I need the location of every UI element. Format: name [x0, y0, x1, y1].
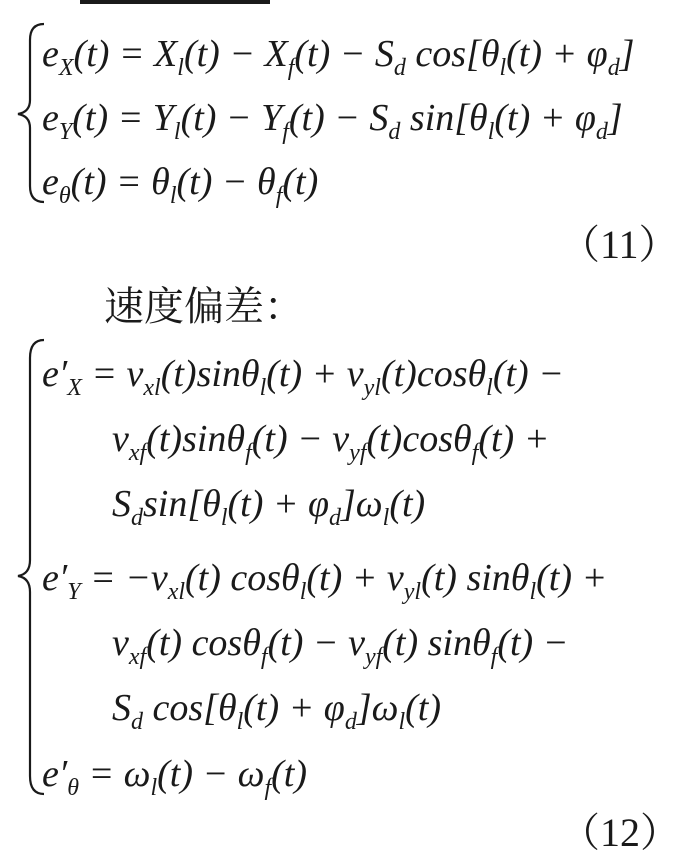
equation_12-line-5-term: (t) −	[497, 622, 569, 664]
equation_11-line-2-subscript: d	[595, 119, 608, 145]
equation_12-line-1-term: e′	[42, 353, 68, 395]
equation_11-line-2-term: ]	[607, 97, 623, 139]
equation_12-line-1	[42, 353, 564, 401]
equation_11-line-1-term: cos[θ	[405, 33, 500, 75]
left-brace-eq12	[18, 340, 44, 794]
equation_12-line-3-subscript: d	[329, 505, 342, 531]
equation_12-line-4-subscript: yl	[403, 579, 422, 605]
equation_12-line-6-subscript: d	[344, 709, 357, 735]
equation_12-line-4-subscript: l	[299, 579, 307, 605]
equation_11-line-2-term: (t) − S	[288, 97, 389, 139]
equation_12-line-7-subscript: l	[150, 775, 158, 801]
equation_12-line-6	[112, 687, 441, 735]
equation_11-line-2-term: (t) − Y	[180, 97, 283, 139]
equation_11-line-1-subscript: d	[607, 55, 620, 81]
equation_11-line-2-term: (t) + φ	[494, 97, 596, 139]
equation-12-system	[42, 353, 607, 801]
equation_12-line-6-term: S	[112, 687, 131, 729]
equation_12-line-1-subscript: yl	[363, 375, 381, 401]
equation_12-line-2-term: (t) +	[478, 418, 550, 460]
equation_12-line-4-term: (t) + v	[306, 557, 404, 599]
equation_11-line-2-subscript: l	[173, 119, 181, 145]
equation_12-line-6-subscript: d	[131, 709, 143, 735]
equation_11-line-2-subscript: d	[388, 119, 401, 145]
equation-11-system	[42, 33, 634, 209]
equation_12-line-3	[112, 483, 425, 531]
equation_12-line-4-term: e′	[42, 557, 68, 599]
equation_11-line-2-term: (t) = Y	[72, 97, 174, 139]
equation-number-11: （11）	[560, 222, 679, 267]
equation_11-line-2-term: sin[θ	[400, 97, 488, 139]
equation_12-line-3-subscript: d	[131, 505, 143, 531]
equation_12-line-1-subscript: l	[486, 375, 493, 401]
equation_12-line-3-subscript: l	[382, 505, 390, 531]
equation_11-line-1-subscript: f	[287, 55, 295, 81]
equation_12-line-7	[42, 753, 307, 801]
equation_12-line-7-term: (t)	[271, 753, 308, 795]
equation_12-line-3-term: S	[112, 483, 131, 525]
equation_11-line-1-subscript: d	[393, 55, 406, 81]
equation_12-line-6-term: ]ω	[356, 687, 399, 729]
equation_12-line-1-subscript: l	[259, 375, 267, 401]
equation_12-line-3-term: ]ω	[341, 483, 383, 525]
equation_12-line-2-subscript: xf	[128, 440, 147, 466]
equation_12-line-1-term: (t)sinθ	[160, 353, 260, 395]
equation_12-line-1-subscript: X	[67, 375, 82, 401]
equation_12-line-6-term: cos[θ	[143, 687, 237, 729]
equation_11-line-1-term: (t) = X	[73, 33, 178, 75]
equation_12-line-3-term: sin[θ	[143, 483, 221, 525]
equation_11-line-2-subscript: Y	[58, 119, 73, 145]
cut-off-text-top	[80, 0, 270, 4]
equation_11-line-1-term: ]	[619, 33, 635, 75]
equation_11-line-3	[42, 161, 318, 209]
equation_11-line-3-subscript: f	[275, 183, 283, 209]
equation_11-line-3-term: (t) − θ	[176, 161, 276, 203]
equation_12-line-3-term: (t)	[389, 483, 426, 525]
equation_12-line-7-subscript: f	[264, 775, 272, 801]
left-brace-eq11	[18, 24, 44, 202]
equation_12-line-7-term: = ω	[78, 753, 151, 795]
equation_12-line-2-term: (t)cosθ	[366, 418, 472, 460]
equation_11-line-2-subscript: l	[487, 119, 495, 145]
equation_11-line-2-subscript: f	[282, 119, 289, 145]
equation_12-line-5-subscript: yf	[364, 644, 383, 670]
equation_11-line-2-term: e	[42, 97, 59, 139]
equation_12-line-2-term: v	[112, 418, 129, 460]
equation_11-line-1-term: (t) − S	[294, 33, 394, 75]
equation_11-line-1-term: (t) + φ	[506, 33, 608, 75]
section-label-velocity-error: 速度偏差：	[104, 284, 304, 330]
equation_12-line-2	[112, 418, 549, 466]
equation_12-line-4-subscript: xl	[167, 579, 186, 605]
equation_12-line-1-term: (t) + v	[266, 353, 364, 395]
equation_11-line-3-subscript: l	[169, 183, 177, 209]
equation_12-line-4-subscript: l	[529, 579, 537, 605]
equation_11-line-3-term: (t) = θ	[70, 161, 170, 203]
equation_12-line-1-subscript: xl	[143, 375, 161, 401]
equation_12-line-6-term: (t)	[405, 687, 441, 729]
equation-number-12: （12）	[560, 810, 680, 855]
equation_12-line-6-term: (t) + φ	[243, 687, 345, 729]
equation_12-line-2-subscript: f	[471, 440, 479, 466]
equation_12-line-2-subscript: f	[245, 440, 252, 466]
equation_12-line-5	[112, 622, 568, 670]
equation_12-line-3-term: (t) + φ	[227, 483, 330, 525]
equation_11-line-1-subscript: l	[499, 55, 507, 81]
equation_11-line-1-term: e	[42, 33, 59, 75]
equation_12-line-2-term: (t) − v	[251, 418, 350, 460]
equation_12-line-1-term: (t)cosθ	[380, 353, 487, 395]
equation_12-line-5-subscript: f	[260, 644, 268, 670]
equation_12-line-5-term: (t) − v	[267, 622, 365, 664]
equation_12-line-6-subscript: l	[236, 709, 244, 735]
equation_12-line-4	[42, 557, 607, 605]
equation_11-line-1-term: (t) − X	[183, 33, 288, 75]
equation_11-line-3-term: e	[42, 161, 59, 203]
equation_12-line-4-term: (t) +	[536, 557, 608, 599]
equation_11-line-3-term: (t)	[282, 161, 319, 203]
equation_12-line-1-term: (t) −	[492, 353, 564, 395]
equation_12-line-3-subscript: l	[220, 505, 228, 531]
equation_12-line-5-term: (t) sinθ	[382, 622, 491, 664]
equation_11-line-2	[42, 97, 623, 145]
equation_12-line-2-subscript: yf	[349, 440, 367, 466]
equation_12-line-7-subscript: θ	[67, 775, 79, 801]
equation_11-line-1-subscript: l	[177, 55, 184, 81]
equation_12-line-4-term: (t) sinθ	[421, 557, 530, 599]
equation_12-line-2-term: (t)sinθ	[146, 418, 246, 460]
equation_12-line-4-term: (t) cosθ	[185, 557, 300, 599]
equation_11-line-1-subscript: X	[58, 55, 74, 81]
equation_12-line-5-subscript: f	[490, 644, 498, 670]
equation_12-line-5-term: (t) cosθ	[146, 622, 261, 664]
equation_12-line-5-term: v	[112, 622, 129, 664]
equation_12-line-7-term: (t) − ω	[157, 753, 265, 795]
equation_12-line-4-term: = −v	[80, 557, 168, 599]
equation_12-line-1-term: = v	[81, 353, 144, 395]
equation_12-line-7-term: e′	[42, 753, 68, 795]
equation_12-line-4-subscript: Y	[67, 579, 81, 605]
equation_11-line-3-subscript: θ	[58, 183, 71, 209]
equation_11-line-1	[42, 33, 634, 81]
equation_12-line-5-subscript: xf	[128, 644, 147, 670]
equation_12-line-6-subscript: l	[398, 709, 406, 735]
